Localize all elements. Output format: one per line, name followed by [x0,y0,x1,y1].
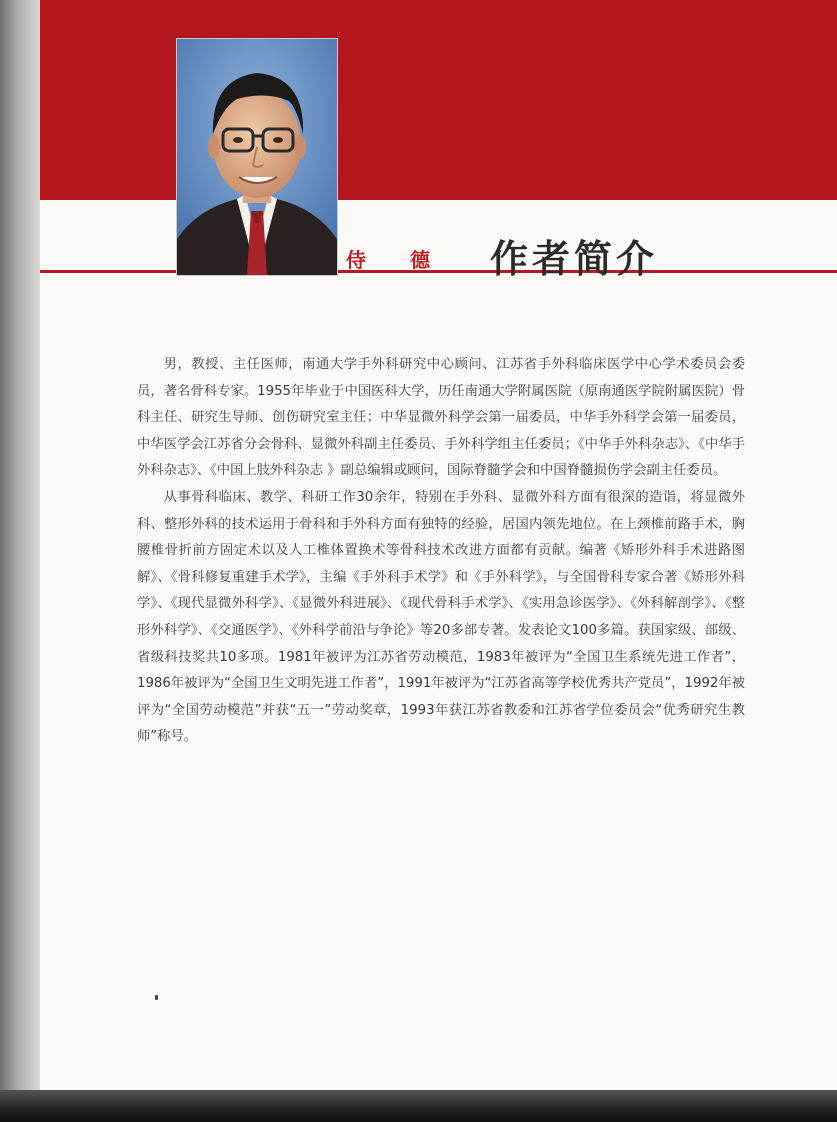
author-portrait-photo [176,38,338,276]
bio-paragraph: 男，教授、主任医师，南通大学手外科研究中心顾问、江苏省手外科临床医学中心学术委员会委员，著名骨科专家。1955年毕业于中国医科大学，历任南通大学附属医院（原南通医学院附属医院）骨科主任、研究生导师、创伤研究室主任；中华显微外科学会第一届委员，中华手外科学会第一届委员，中华医学会江苏省分会骨科、显微外科副主任委员、手外科学组主任委员；《中华手外科杂志》、《中华手外科杂志》、《中国上肢外科杂志 》副总编辑或顾问，国际脊髓学会和中国脊髓损伤学会副主任委员。 [137,357,745,479]
bottom-page-edge [0,1090,837,1122]
bio-text [137,352,745,751]
author-name: 侍 德 [346,248,442,272]
book-spine-shadow [0,0,40,1122]
portrait-illustration [177,39,337,275]
stray-mark [155,995,158,1000]
header-red-band [40,0,837,200]
bio-paragraph: 从事骨科临床、教学、科研工作30余年，特别在手外科、显微外科方面有很深的造诣，将显微外科、整形外科的技术运用于骨科和手外科方面有独特的经验，居国内领先地位。在上颈椎前路手术，胸腰椎骨折前方固定术以及人工椎体置换术等骨科技术改进方面都有贡献。编著《矫形外科手术进路图解》、《骨科修复重建手术学》，主编《手外科手术学》和《手外科学》，与全国骨科专家合著《矫形外科学》、《现代显微外科学》、《显微外科进展》、《现代骨科手术学》、《实用急诊医学》、《外科解剖学》、《整形外科学》、《交通医学》、《外科学前沿与争论》等20多部专著。发表论文100多篇。获国家级、部级、省级科技奖共10多项。1981年被评为江苏省劳动模范，1983年被评为“全国卫生系统先进工作者”，1986年被评为“全国卫生文明先进工作者”，1991年被评为“江苏省高等学校优秀共产党员”，1992年被评为“全国劳动模范”并获“五一”劳动奖章，1993年获江苏省教委和江苏省学位委员会“优秀研究生教师”称号。 [137,489,745,745]
page-title: 作者简介 [490,237,659,281]
